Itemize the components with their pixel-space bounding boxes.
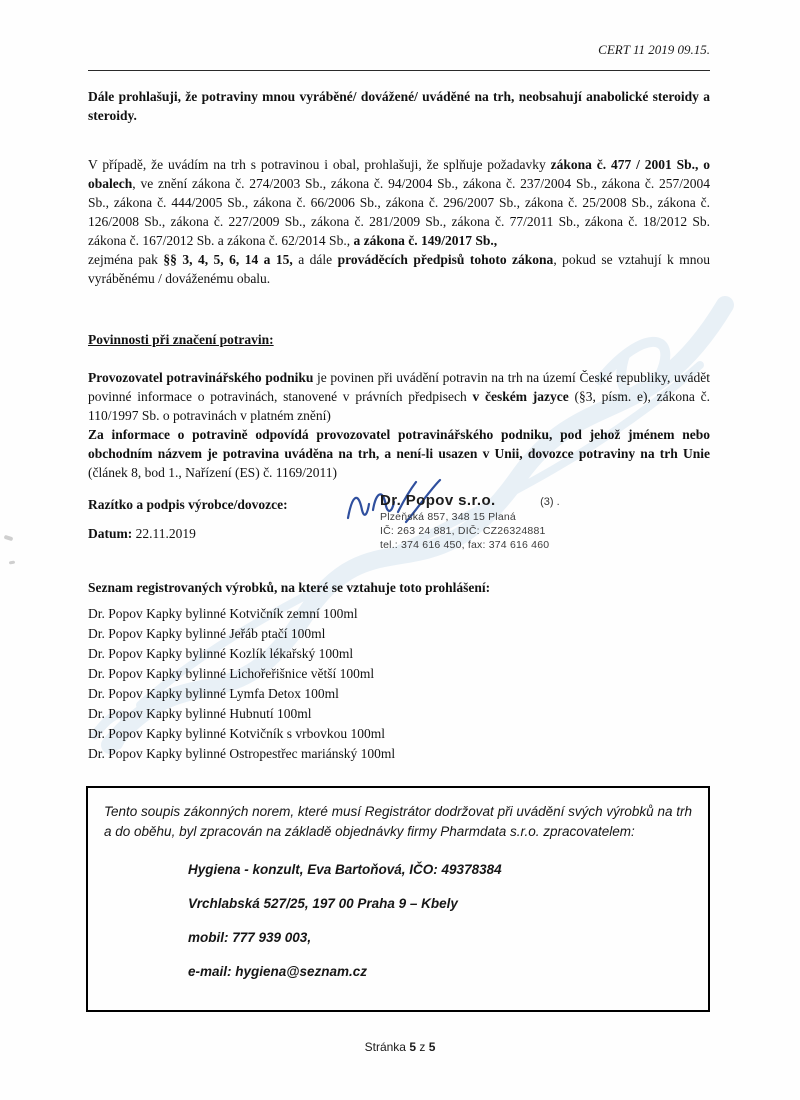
- processor-contact-email: e-mail: hygiena@seznam.cz: [188, 964, 367, 979]
- stamp-signature-label: Razítko a podpis výrobce/dovozce:: [88, 497, 288, 512]
- packaging-declaration-paragraph: V případě, že uvádím na trh s potravinou i obal, prohlašuji, že splňuje požadavky zákona č. 477 / 2001 Sb., o obalech, ve znění zákona č. 274/2003 Sb., zákona č. 94/2004 Sb., zákona č. 237/2004 Sb., zákona č. 257/2004 Sb., zákona č. 444/2005 Sb., zákona č. 66/2006 Sb., zákona č. 296/2007 Sb., zákona č. 25/2008 Sb., zákona č. 126/2008 Sb., zákona č. 227/2009 Sb., zákona č. 281/2009 Sb., zákona č. 77/2011 Sb., zákona č. 18/2012 Sb. zákona č. 167/2012 Sb. a zákona č. 62/2014 Sb., a zákona č. 149/2017 Sb., zejména pak §§ 3, 4, 5, 6, 14 a 15, a dále prováděcích předpisů tohoto zákona, pokud se vztahují k mnou vyráběnému / dováženému obalu.: [88, 157, 710, 286]
- processor-contact-mobile: mobil: 777 939 003,: [188, 930, 312, 945]
- processor-box-paragraph: Tento soupis zákonných norem, které musí Registrátor dodržovat při uvádění svých výrobků na trh a do oběhu, byl zpracován na základě objednávky firmy Pharmdata s.r.o. zpracovatelem:: [104, 804, 692, 839]
- processor-info-box: [86, 786, 710, 1012]
- header-rule: [88, 70, 710, 71]
- company-stamp: [380, 492, 560, 552]
- labeling-duties-paragraph: Provozovatel potravinářského podniku je povinen při uvádění potravin na trh na území České republiky, uvádět povinné informace o potravinách, stanovené v právních předpisech v českém jazyce (§3, písm. e), zákona č. 110/1997 Sb. o potravinách v platném znění) Za informace o potravině odpovídá provozovatel potravinářského podniku, pod jehož jménem nebo obchodním názvem je potravina uváděna na trh, a není-li usazen v Unii, dovozce potraviny na trh Unie (článek 8, bod 1., Nařízení (ES) č. 1169/2011): [88, 370, 710, 480]
- product-list-item: Dr. Popov Kapky bylinné Ostropestřec mariánský 100ml: [88, 746, 396, 761]
- date-row: [88, 526, 196, 542]
- product-list-item: Dr. Popov Kapky bylinné Lichořeřišnice větší 100ml: [88, 666, 375, 681]
- anabolic-declaration-paragraph: Dále prohlašuji, že potraviny mnou vyráběné/ dovážené/ uváděné na trh, neobsahují anabolické steroidy a steroidy.: [88, 89, 710, 123]
- date-value: 22.11.2019: [135, 526, 196, 541]
- date-label: Datum:: [88, 526, 133, 541]
- product-list-item: Dr. Popov Kapky bylinné Kozlík lékařský 100ml: [88, 646, 354, 661]
- product-list-item: Dr. Popov Kapky bylinné Jeřáb ptačí 100ml: [88, 626, 326, 641]
- product-list-item: Dr. Popov Kapky bylinné Lymfa Detox 100ml: [88, 686, 339, 701]
- stamp-header: [380, 492, 560, 510]
- stamp-phone-fax: tel.: 374 616 450, fax: 374 616 460: [380, 539, 550, 551]
- stamp-address: Plzeňská 857, 348 15 Planá: [380, 511, 516, 523]
- product-list-item: Dr. Popov Kapky bylinné Hubnutí 100ml: [88, 706, 312, 721]
- stamp-registration-ids: IČ: 263 24 881, DIČ: CZ26324881: [380, 525, 546, 537]
- product-list-item: Dr. Popov Kapky bylinné Kotvičník s vrbovkou 100ml: [88, 726, 385, 741]
- page-number-footer: Stránka 5 z 5: [364, 1040, 436, 1054]
- processor-contact-address: Vrchlabská 527/25, 197 00 Praha 9 – Kbely: [188, 896, 458, 911]
- processor-contact-block: [188, 862, 692, 980]
- document-ref: CERT 11 2019 09.15.: [598, 42, 710, 57]
- product-list-item: Dr. Popov Kapky bylinné Kotvičník zemní 100ml: [88, 606, 358, 621]
- stamp-company-name: Dr. Popov s.r.o.: [380, 492, 496, 509]
- signature-section: [88, 492, 710, 580]
- processor-contact-name: Hygiena - konzult, Eva Bartoňová, IČO: 49378384: [188, 862, 502, 877]
- stamp-note: (3) .: [540, 496, 560, 508]
- registered-products-heading: Seznam registrovaných výrobků, na které se vztahuje toto prohlášení:: [88, 580, 491, 595]
- labeling-duties-heading: Povinnosti při značení potravin:: [88, 332, 274, 347]
- product-list: [88, 604, 710, 764]
